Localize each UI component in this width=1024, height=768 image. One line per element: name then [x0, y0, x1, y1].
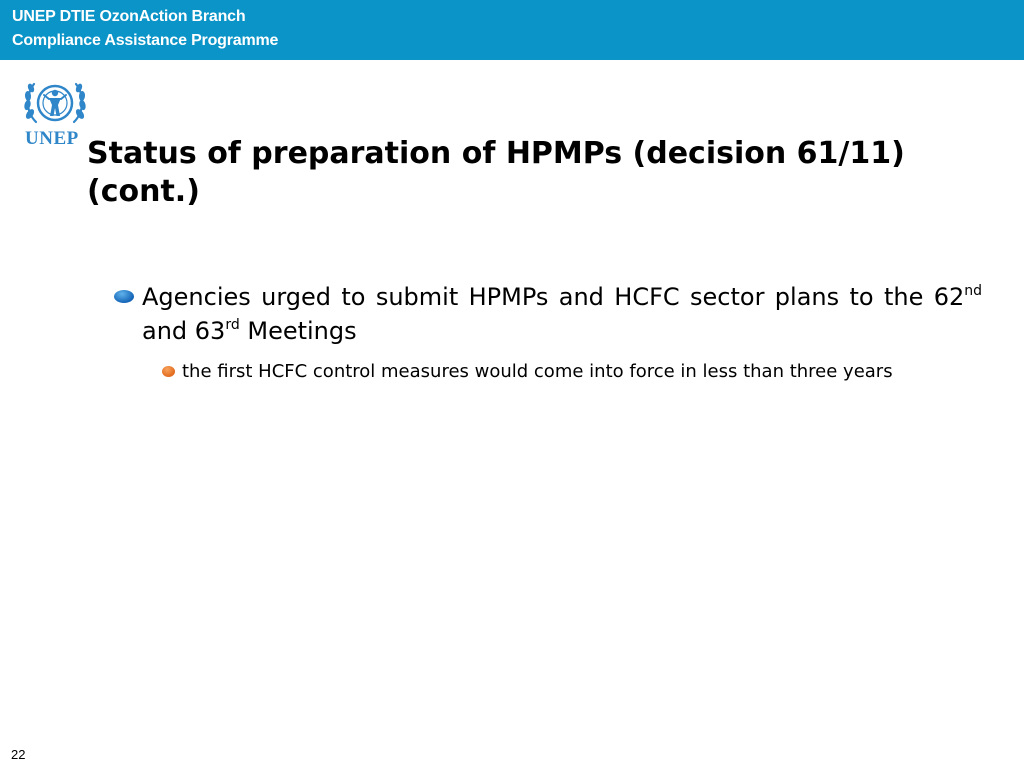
page-number: 22 — [11, 747, 26, 762]
bullet-text-part: Meetings — [239, 317, 357, 345]
ordinal-suffix: nd — [964, 283, 982, 299]
bullet-level-1-text — [142, 280, 982, 348]
orange-bullet-icon — [162, 366, 175, 377]
unep-emblem-icon — [22, 74, 88, 130]
bullet-text-part: and 63 — [142, 317, 226, 345]
ordinal-suffix: rd — [225, 317, 240, 333]
unep-logo — [22, 74, 88, 154]
bullet-level-2-text: the first HCFC control measures would come into force in less than three years — [182, 361, 893, 382]
header-programme-name: Compliance Assistance Programme — [12, 32, 279, 49]
bullet-text-part: Agencies urged to submit HPMPs and HCFC sector plans to the 62 — [142, 283, 965, 311]
header-banner — [0, 0, 1024, 60]
blue-bullet-icon — [114, 290, 134, 303]
unep-logo-text: UNEP — [25, 128, 79, 149]
slide-title: Status of preparation of HPMPs (decision 61/11) (cont.) — [87, 136, 905, 209]
header-org-name: UNEP DTIE OzonAction Branch — [12, 8, 246, 25]
